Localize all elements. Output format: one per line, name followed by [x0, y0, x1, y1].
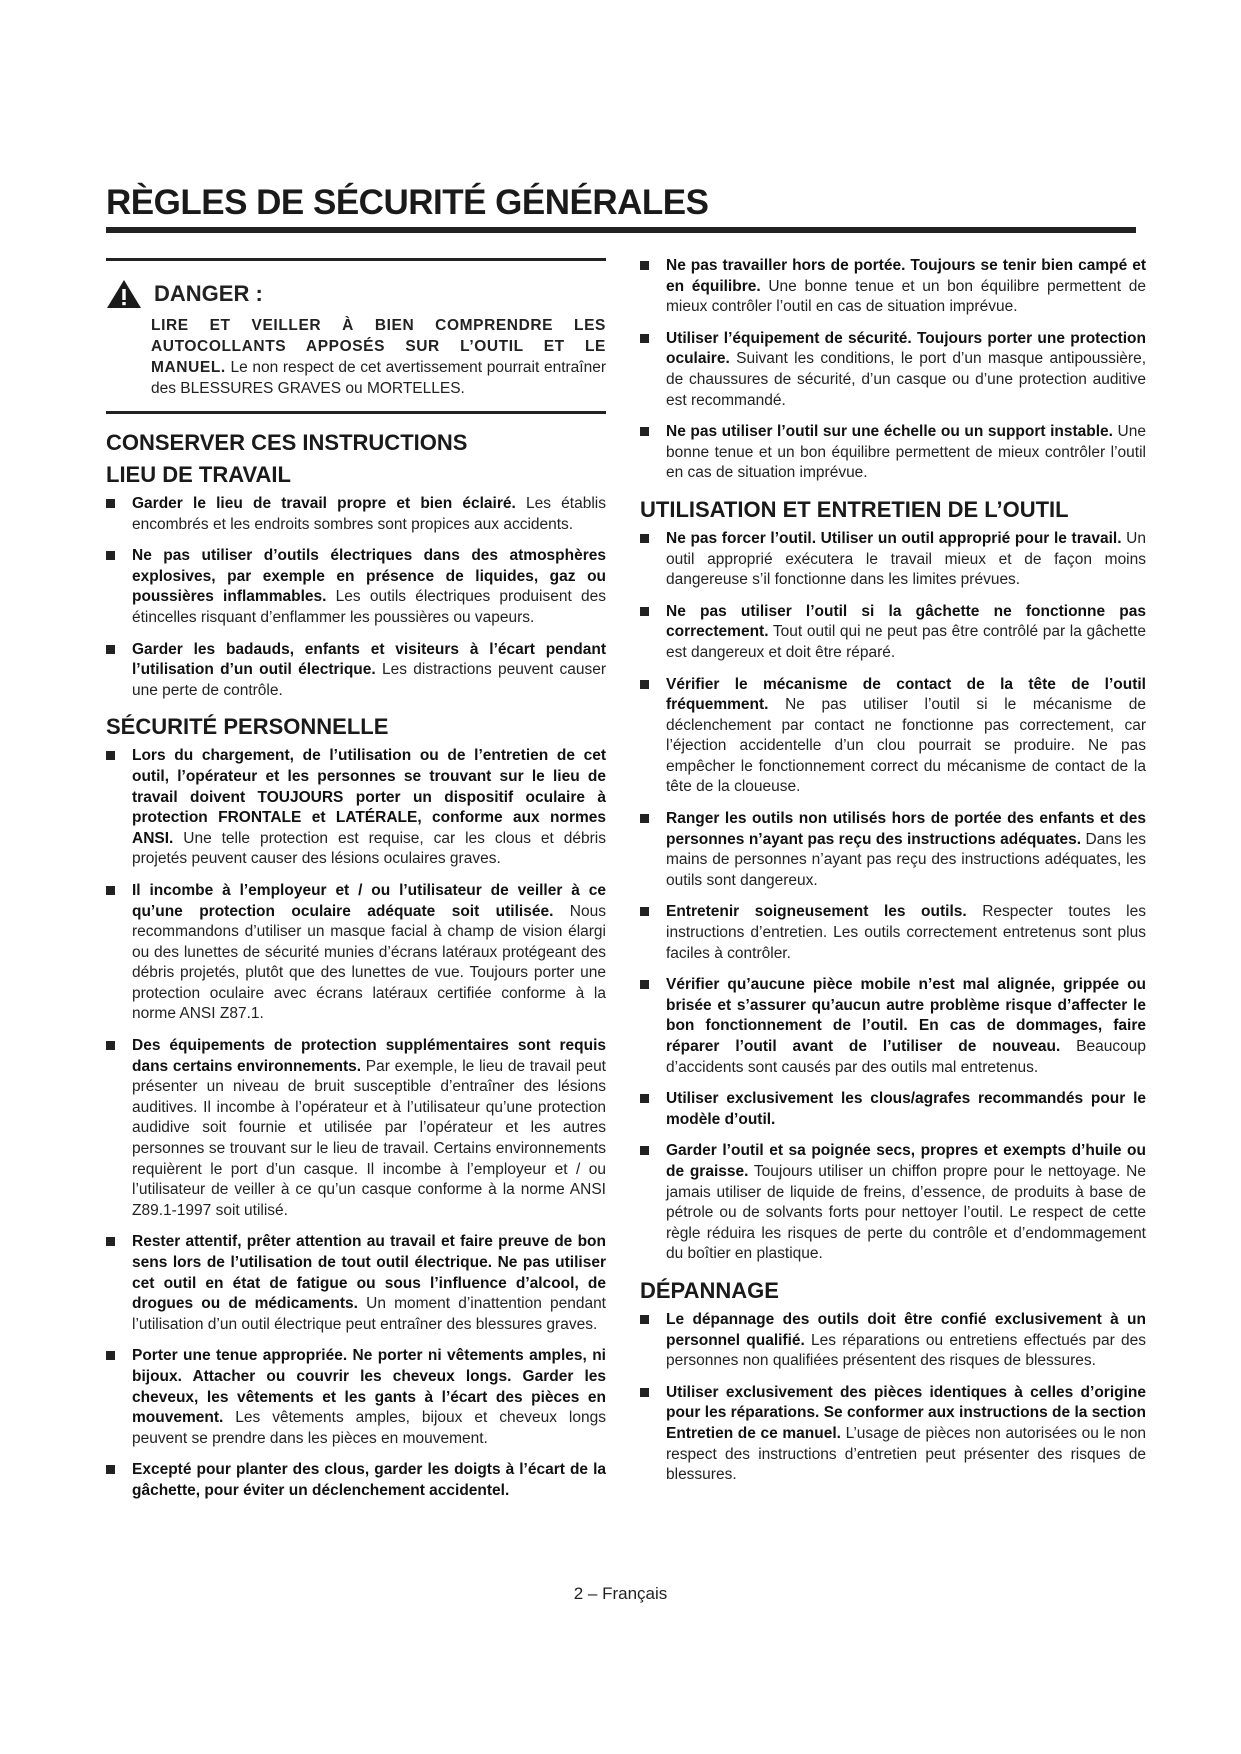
warning-triangle-icon	[106, 279, 142, 309]
square-bullet-icon	[640, 607, 649, 616]
list-item	[640, 809, 1146, 891]
lieu-heading: LIEU DE TRAVAIL	[106, 462, 291, 487]
item-bold-text: Garder les badauds, enfants et visiteurs à l’écart pendant l’utilisation d’un outil électrique.	[132, 640, 606, 679]
item-bold-text: Utiliser l’équipement de sécurité. Toujours porter une protection oculaire.	[666, 329, 1146, 368]
list-item	[640, 675, 1146, 799]
item-bold-text: Porter une tenue appropriée. Ne porter ni vêtements amples, ni bijoux. Attacher ou couvrir les cheveux longs. Garder les cheveux, les vêtements et les gants à l’écart des pièces en mouvement.	[132, 1347, 606, 1427]
square-bullet-icon	[106, 1351, 115, 1360]
utilisation-heading: UTILISATION ET ENTRETIEN DE L’OUTIL	[640, 496, 1069, 522]
square-bullet-icon	[640, 261, 649, 270]
item-text: Tout outil qui ne peut pas être contrôlé par la gâchette est dangereux et doit être réparé.	[666, 623, 1146, 661]
utilisation-list	[640, 529, 1146, 1265]
item-text: Les établis encombrés et les endroits sombres sont propices aux accidents.	[132, 495, 606, 533]
depannage-list	[640, 1310, 1146, 1486]
item-bold-text: Garder le lieu de travail propre et bien éclairé.	[132, 495, 516, 512]
square-bullet-icon	[640, 427, 649, 436]
danger-notice	[106, 258, 606, 414]
list-item	[640, 1141, 1146, 1265]
depannage-heading: DÉPANNAGE	[640, 1277, 779, 1303]
item-bold-text: Ne pas travailler hors de portée. Toujours se tenir bien campé et en équilibre.	[666, 257, 1146, 295]
item-text: Toujours utiliser un chiffon propre pour le nettoyage. Ne jamais utiliser de liquide de freins, d’essence, de produits à base de pétrole ou de solvants forts pour nettoyer l’outil. Le respect de cette règle réduira les risques de perte du contrôle et d’endommagement du boîtier en plastique.	[666, 1162, 1146, 1263]
item-text: Beaucoup d’accidents sont causés par des outils mal entretenus.	[666, 1038, 1146, 1076]
item-text: Les réparations ou entretiens effectués par des personnes non qualifiées présentent des risques de blessures.	[666, 1331, 1146, 1370]
square-bullet-icon	[640, 907, 649, 916]
item-bold-text: Le dépannage des outils doit être confié exclusivement à un personnel qualifié.	[666, 1310, 1146, 1349]
list-item	[106, 494, 606, 535]
square-bullet-icon	[640, 1315, 649, 1324]
square-bullet-icon	[106, 1237, 115, 1246]
lieu-list	[106, 494, 606, 701]
item-bold-text: Entretenir soigneusement les outils.	[666, 903, 967, 921]
item-text: Dans les mains de personnes n’ayant pas reçu des instructions adéquates, les outils sont dangereux.	[666, 830, 1146, 889]
square-bullet-icon	[640, 1094, 649, 1103]
list-item	[106, 640, 606, 702]
square-bullet-icon	[106, 1041, 115, 1050]
list-item	[106, 1346, 606, 1449]
danger-bold-text: LIRE ET VEILLER À BIEN COMPRENDRE LES AUTOCOLLANTS APPOSÉS SUR L’OUTIL ET LE MANUEL.	[151, 317, 606, 376]
list-item	[640, 256, 1146, 318]
item-text: Ne pas utiliser l’outil si le mécanisme de déclenchement par contact ne fonctionne pas correctement, car l’éjection accidentelle d’un clou pourrait se produire. Ne pas empêcher le fonctionnement correct du mécanisme de contact de la tête de la cloueuse.	[666, 696, 1146, 796]
page-footer: 2 – Français	[573, 1584, 668, 1603]
square-bullet-icon	[640, 334, 649, 343]
securite-list	[106, 746, 606, 1501]
list-item	[640, 1310, 1146, 1372]
square-bullet-icon	[106, 645, 115, 654]
danger-header	[106, 279, 606, 309]
item-bold-text: Ne pas utiliser d’outils électriques dans des atmosphères explosives, par exemple en présence de liquides, gaz ou poussières inflammables.	[132, 547, 606, 606]
item-text: Les vêtements amples, bijoux et cheveux longs peuvent se prendre dans les pièces en mouvement.	[132, 1409, 606, 1447]
item-text: Un outil approprié exécutera le travail mieux et de façon moins dangereuse s’il fonctionne dans les limites prévues.	[666, 529, 1146, 589]
square-bullet-icon	[640, 534, 649, 543]
square-bullet-icon	[640, 980, 649, 989]
danger-regular-text: Le non respect de cet avertissement pourrait entraîner des BLESSURES GRAVES ou MORTELLES.	[151, 359, 606, 397]
conserver-heading: CONSERVER CES INSTRUCTIONS	[106, 430, 468, 455]
item-bold-text: Des équipements de protection supplémentaires sont requis dans certains environnements.	[132, 1037, 606, 1075]
right-column	[640, 256, 1146, 1497]
list-item	[106, 1036, 606, 1221]
list-item	[106, 881, 606, 1025]
item-bold-text: Utiliser exclusivement les clous/agrafes recommandés pour le modèle d’outil.	[666, 1090, 1146, 1128]
right-top-list	[640, 256, 1146, 484]
list-item	[106, 746, 606, 870]
item-bold-text: Vérifier qu’aucune pièce mobile n’est mal alignée, grippée ou brisée et s’assurer qu’aucun autre problème risque d’affecter le bon fonctionnement de l’outil. En cas de dommages, faire réparer l’outil avant de l’utiliser de nouveau.	[666, 976, 1146, 1055]
square-bullet-icon	[640, 1388, 649, 1397]
item-bold-text: Ne pas forcer l’outil. Utiliser un outil approprié pour le travail.	[666, 529, 1122, 547]
item-text: Une bonne tenue et un bon équilibre permettent de mieux contrôler l’outil en cas de situation imprévue.	[666, 423, 1146, 482]
list-item	[640, 602, 1146, 664]
list-item	[106, 1232, 606, 1335]
item-bold-text: Il incombe à l’employeur et / ou l’utilisateur de veiller à ce qu’une protection oculaire adéquate soit utilisée.	[132, 881, 606, 920]
list-item	[640, 902, 1146, 964]
item-bold-text: Rester attentif, prêter attention au travail et faire preuve de bon sens lors de l’utilisation de tout outil électrique. Ne pas utiliser cet outil en état de fatigue ou sous l’influence d’alcool, de drogues ou de médicaments.	[132, 1233, 606, 1313]
list-item	[640, 329, 1146, 411]
item-bold-text: Excepté pour planter des clous, garder les doigts à l’écart de la gâchette, pour éviter un déclenchement accidentel.	[132, 1461, 606, 1499]
square-bullet-icon	[640, 814, 649, 823]
item-bold-text: Ne pas utiliser l’outil sur une échelle ou un support instable.	[666, 423, 1113, 441]
list-item	[640, 529, 1146, 591]
item-bold-text: Ne pas utiliser l’outil si la gâchette ne fonctionne pas correctement.	[666, 602, 1146, 641]
square-bullet-icon	[106, 499, 115, 508]
square-bullet-icon	[106, 551, 115, 560]
item-text: Un moment d’inattention pendant l’utilisation d’un outil électrique peut entraîner des blessures graves.	[132, 1295, 606, 1333]
list-item	[106, 1460, 606, 1501]
item-bold-text: Garder l’outil et sa poignée secs, propres et exempts d’huile ou de graisse.	[666, 1142, 1146, 1180]
square-bullet-icon	[640, 680, 649, 689]
item-bold-text: Lors du chargement, de l’utilisation ou de l’entretien de cet outil, l’opérateur et les personnes se trouvant sur le lieu de travail doivent TOUJOURS porter un dispositif oculaire à protection FRONTALE et LATÉRALE, conforme aux normes ANSI.	[132, 747, 606, 847]
list-item	[106, 546, 606, 628]
item-bold-text: Vérifier le mécanisme de contact de la tête de l’outil fréquemment.	[666, 675, 1146, 714]
danger-title: DANGER :	[154, 281, 263, 306]
item-text: Les distractions peuvent causer une perte de contrôle.	[132, 661, 606, 699]
item-bold-text: Utiliser exclusivement des pièces identiques à celles d’origine pour les réparations. Se conformer aux instructions de la section Entretien de ce manuel.	[666, 1383, 1146, 1442]
page-title: RÈGLES DE SÉCURITÉ GÉNÉRALES	[106, 183, 1136, 233]
item-text: Par exemple, le lieu de travail peut présenter un niveau de bruit susceptible d’entraîner des lésions auditives. Il incombe à l’opérateur et à l’utilisateur qu’une protection audidive soit fournie et utilisée par l’opérateur et les autres personnes se trouvant sur le lieu de travail. Certains environnements requièrent le port d’un casque. Il incombe à l’employeur et / ou l’utilisateur de veiller à ce qu’un casque conforme à la norme ANSI Z89.1-1997 soit utilisé.	[132, 1057, 606, 1219]
list-item	[640, 1089, 1146, 1130]
item-text: L’usage de pièces non autorisées ou le non respect des instructions d’entretien peut présenter des risques de blessures.	[666, 1424, 1147, 1484]
list-item	[640, 975, 1146, 1078]
square-bullet-icon	[106, 886, 115, 895]
list-item	[640, 1383, 1146, 1486]
item-text: Respecter toutes les instructions d’entretien. Les outils correctement entretenus sont plus faciles à contrôler.	[666, 903, 1146, 962]
item-text: Une bonne tenue et un bon équilibre permettent de mieux contrôler l’outil en cas de situation imprévue.	[666, 277, 1146, 316]
danger-text	[151, 315, 606, 399]
square-bullet-icon	[640, 1146, 649, 1155]
square-bullet-icon	[106, 1465, 115, 1474]
item-text: Suivant les conditions, le port d’un masque antipoussière, de chaussures de sécurité, d’un casque ou d’une protection auditive est recommandé.	[666, 350, 1146, 409]
item-text: Une telle protection est requise, car les clous et débris projetés peuvent causer des lésions oculaires graves.	[132, 829, 606, 868]
item-text: Nous recommandons d’utiliser un masque facial à champ de vision élargi ou des lunettes de sécurité munies d’écrans latéraux protégeant des débris projetés, plutôt que des lunettes de vue. Toujours porter une protection oculaire avec écrans latéraux certifiée conforme à la norme ANSI Z87.1.	[132, 902, 606, 1023]
securite-heading: SÉCURITÉ PERSONNELLE	[106, 714, 389, 740]
item-bold-text: Ranger les outils non utilisés hors de portée des enfants et des personnes n’ayant pas reçu des instructions adéquates.	[666, 810, 1146, 848]
square-bullet-icon	[106, 751, 115, 760]
list-item	[640, 422, 1146, 484]
left-column	[106, 258, 606, 1513]
item-text: Les outils électriques produisent des étincelles risquant d’enflammer les poussières ou vapeurs.	[132, 588, 606, 626]
